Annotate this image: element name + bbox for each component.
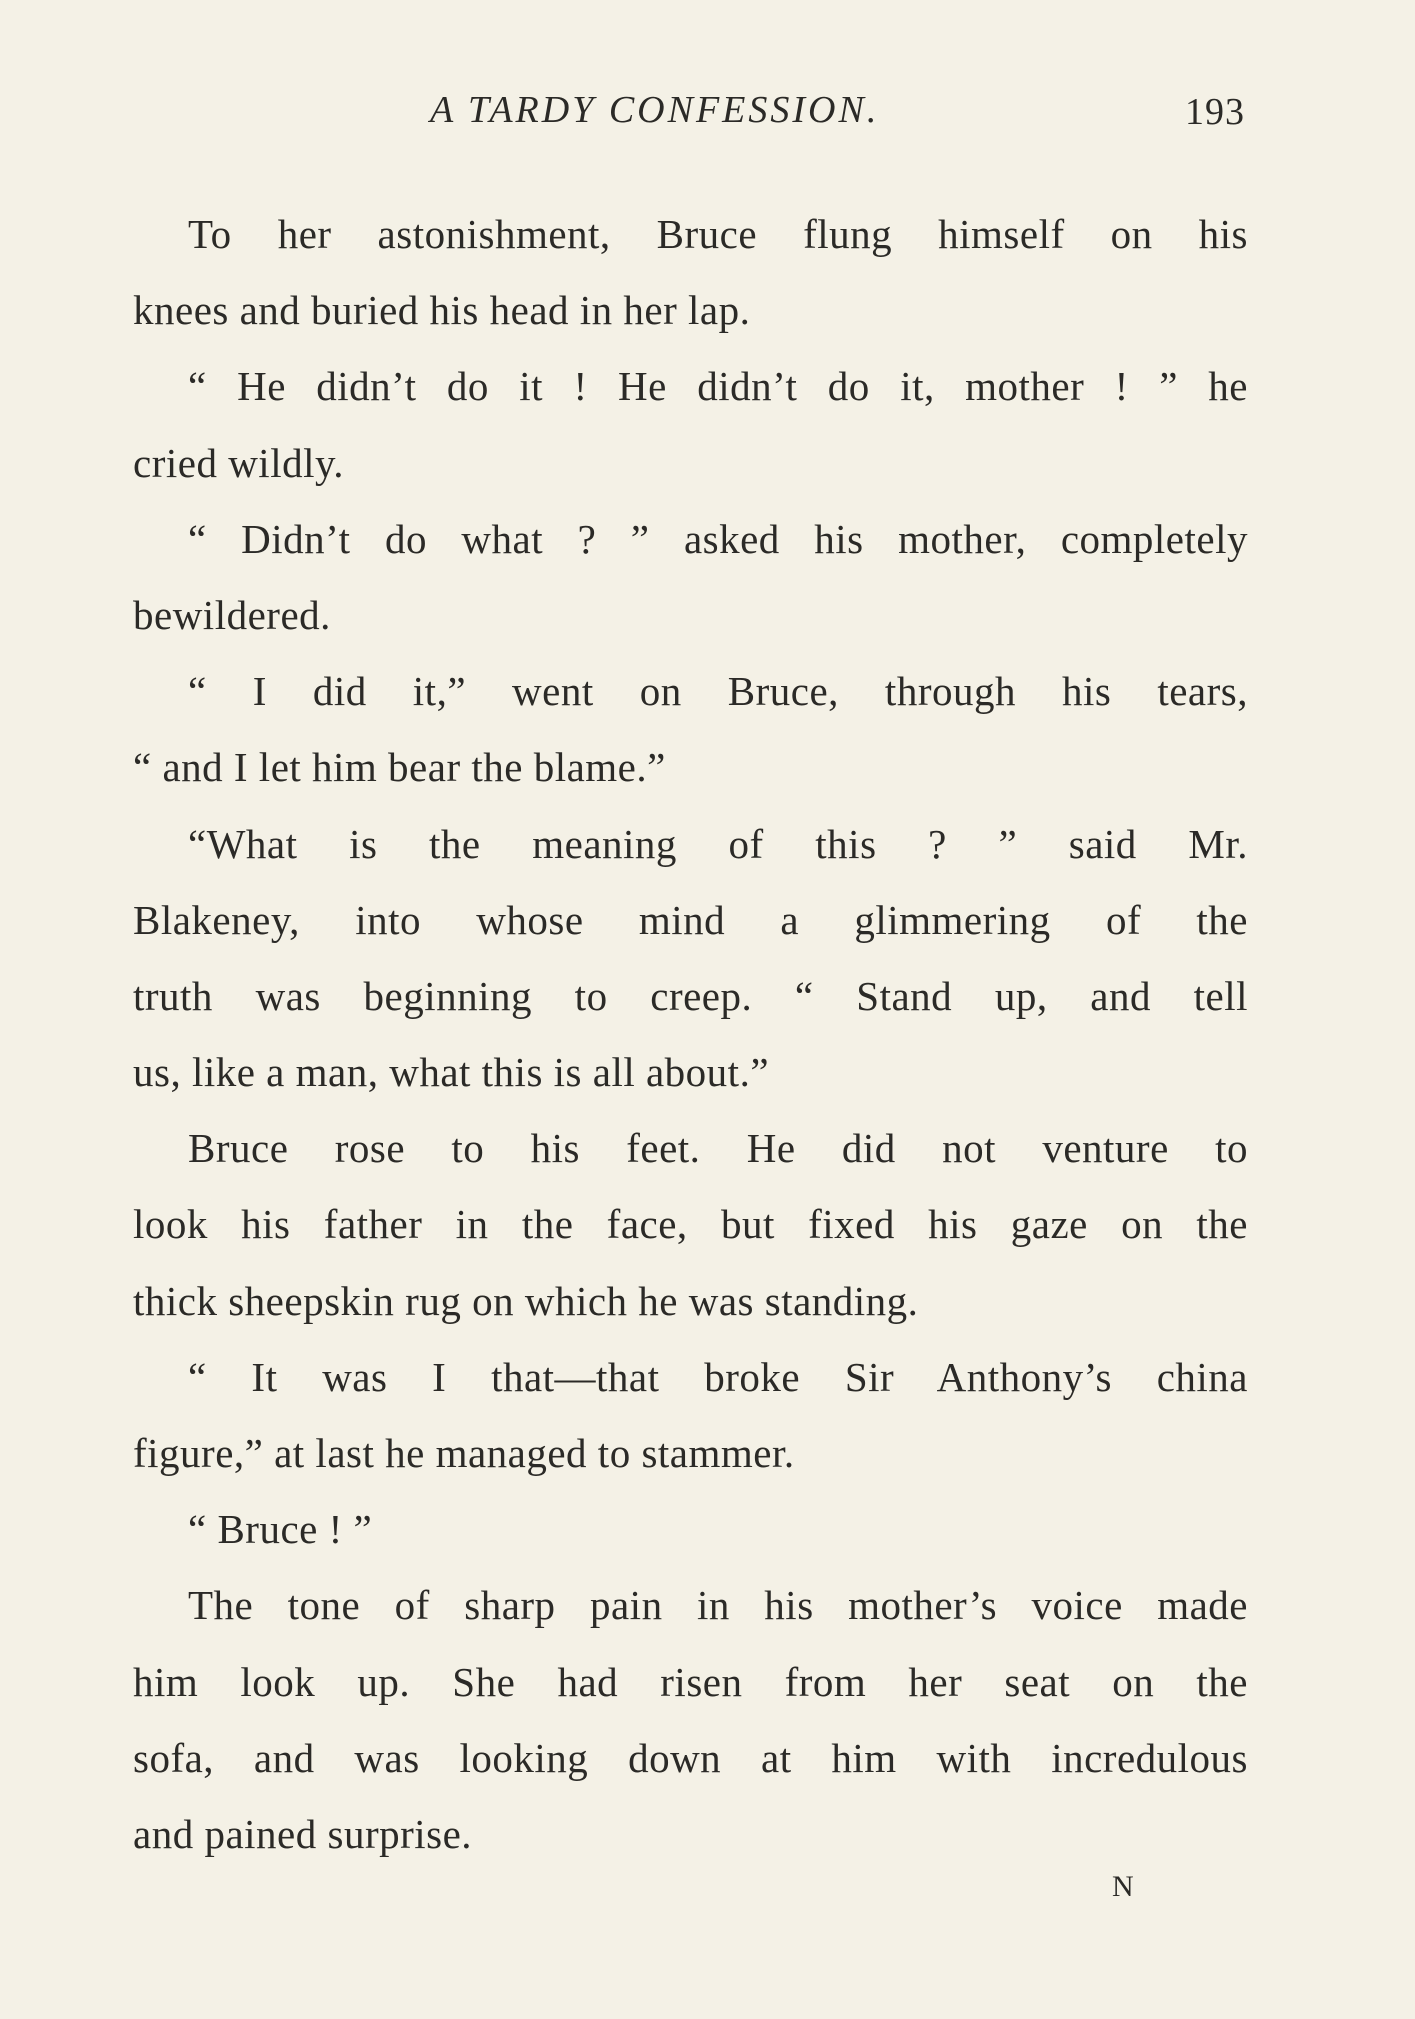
text-line: “ and I let him bear the blame.” [133, 744, 666, 791]
text-line: him look up. She had risen from her seat on the [133, 1658, 1248, 1705]
text-line: sofa, and was looking down at him with incredulous [133, 1734, 1248, 1781]
body-text [133, 196, 1248, 1872]
text-line: “ He didn’t do it ! He didn’t do it, mother ! ” he [188, 363, 1248, 410]
text-line: Blakeney, into whose mind a glimmering of the [133, 896, 1248, 943]
text-line: us, like a man, what this is all about.” [133, 1049, 770, 1096]
signature-mark: N [1112, 1870, 1134, 1903]
text-line: Bruce rose to his feet. He did not venture to [188, 1125, 1248, 1172]
text-line: and pained surprise. [133, 1810, 473, 1857]
text-line: “What is the meaning of this ? ” said Mr. [188, 820, 1248, 867]
text-line: thick sheepskin rug on which he was standing. [133, 1277, 919, 1324]
text-line: The tone of sharp pain in his mother’s voice made [188, 1582, 1248, 1629]
page-number: 193 [1185, 91, 1245, 133]
text-line: look his father in the face, but fixed his gaze on the [133, 1201, 1248, 1248]
text-line: bewildered. [133, 591, 331, 638]
text-line: To her astonishment, Bruce flung himself on his [188, 211, 1248, 257]
running-title: A TARDY CONFESSION. [430, 89, 880, 131]
text-line: “ Didn’t do what ? ” asked his mother, completely [188, 515, 1248, 562]
text-line: “ Bruce ! ” [188, 1506, 373, 1553]
running-head [0, 88, 1415, 138]
text-line: truth was beginning to creep. “ Stand up, and tell [133, 972, 1248, 1019]
text-line: figure,” at last he managed to stammer. [133, 1430, 795, 1476]
text-line: knees and buried his head in her lap. [133, 287, 751, 334]
text-line: cried wildly. [133, 439, 345, 486]
text-line: “ I did it,” went on Bruce, through his tears, [188, 668, 1248, 715]
text-line: “ It was I that—that broke Sir Anthony’s china [188, 1353, 1248, 1400]
